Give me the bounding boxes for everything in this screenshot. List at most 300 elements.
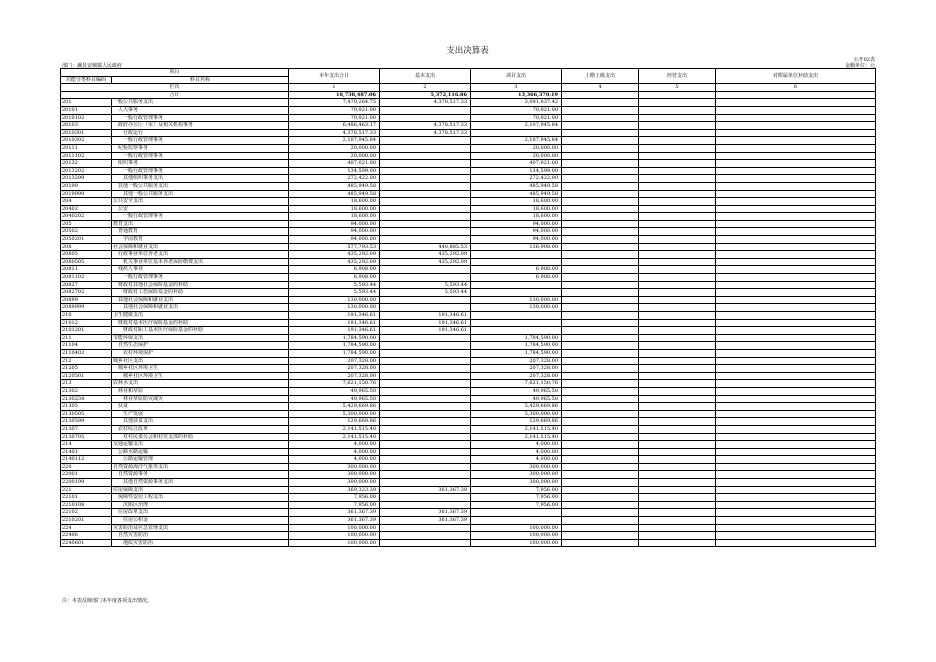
row-basic <box>380 410 471 418</box>
row-biz <box>639 289 716 297</box>
row-basic <box>380 395 471 403</box>
row-code: 20827 <box>61 281 112 289</box>
row-name: 住房保障支出 <box>112 486 289 494</box>
row-code: 2130505 <box>61 410 112 418</box>
table-row <box>61 152 876 160</box>
row-upper <box>562 410 639 418</box>
row-code: 201 <box>61 99 112 107</box>
row-code: 20101 <box>61 106 112 114</box>
table-row <box>61 129 876 137</box>
row-name: 对村民委员会和村党支部的补助 <box>112 433 289 441</box>
row-proj: 1,784,590.00 <box>471 334 562 342</box>
row-total: 5,429,669.86 <box>289 403 380 411</box>
row-code: 20199 <box>61 182 112 190</box>
row-basic <box>380 213 471 221</box>
row-biz <box>639 137 716 145</box>
row-sub <box>716 106 876 114</box>
row-code: 2210201 <box>61 517 112 525</box>
row-proj: 94,000.00 <box>471 220 562 228</box>
row-sub <box>716 494 876 502</box>
table-row <box>61 220 876 228</box>
row-basic <box>380 463 471 471</box>
row-proj: 2,141,515.40 <box>471 425 562 433</box>
row-code: 214 <box>61 441 112 449</box>
row-total: 6,908.00 <box>289 274 380 282</box>
table-row <box>61 243 876 251</box>
row-upper <box>562 319 639 327</box>
row-upper <box>562 418 639 426</box>
row-upper <box>562 175 639 183</box>
row-name: 其他组织事务支出 <box>112 175 289 183</box>
row-total: 6,486,463.17 <box>289 122 380 130</box>
row-sub <box>716 236 876 244</box>
row-code: 2110402 <box>61 349 112 357</box>
row-sub <box>716 349 876 357</box>
row-basic <box>380 160 471 168</box>
row-biz <box>639 517 716 525</box>
row-sub <box>716 425 876 433</box>
table-row <box>61 296 876 304</box>
table-row <box>61 471 876 479</box>
row-sub <box>716 372 876 380</box>
row-total: 18,600.00 <box>289 213 380 221</box>
row-proj: 136,908.00 <box>471 243 562 251</box>
row-upper <box>562 137 639 145</box>
row-total: 272,422.00 <box>289 175 380 183</box>
row-biz <box>639 365 716 373</box>
row-code: 2120501 <box>61 372 112 380</box>
total-row <box>61 91 876 99</box>
row-code: 20502 <box>61 228 112 236</box>
table-row <box>61 509 876 517</box>
row-biz <box>639 425 716 433</box>
row-proj <box>471 251 562 259</box>
row-code: 2050201 <box>61 236 112 244</box>
row-proj <box>471 289 562 297</box>
row-biz <box>639 296 716 304</box>
row-basic <box>380 479 471 487</box>
row-code: 2040202 <box>61 213 112 221</box>
row-proj: 7,621,150.76 <box>471 380 562 388</box>
row-name: 节能环保支出 <box>112 334 289 342</box>
header-total: 本年支出合计 <box>289 69 380 84</box>
row-name: 一般公共服务支出 <box>112 99 289 107</box>
row-basic <box>380 220 471 228</box>
row-proj <box>471 327 562 335</box>
table-row <box>61 395 876 403</box>
row-basic <box>380 387 471 395</box>
table-row <box>61 517 876 525</box>
row-basic: 361,367.39 <box>380 517 471 525</box>
row-sub <box>716 357 876 365</box>
row-upper <box>562 463 639 471</box>
table-row <box>61 494 876 502</box>
row-total: 6,908.00 <box>289 266 380 274</box>
row-name: 卫生健康支出 <box>112 312 289 320</box>
row-name: 一般行政管理事务 <box>112 152 289 160</box>
row-total: 4,000.00 <box>289 456 380 464</box>
row-code: 2019999 <box>61 190 112 198</box>
total-label: 合计 <box>61 91 289 99</box>
row-basic <box>380 342 471 350</box>
table-row <box>61 137 876 145</box>
row-name: 行政运行 <box>112 129 289 137</box>
row-upper <box>562 114 639 122</box>
header-sub: 对附属单位补助支出 <box>716 69 876 84</box>
row-upper <box>562 182 639 190</box>
row-biz <box>639 106 716 114</box>
row-total: 49,965.50 <box>289 387 380 395</box>
row-sub <box>716 486 876 494</box>
row-sub <box>716 160 876 168</box>
row-name: 一般行政管理事务 <box>112 114 289 122</box>
table-row <box>61 106 876 114</box>
table-row <box>61 213 876 221</box>
row-upper <box>562 365 639 373</box>
row-upper <box>562 258 639 266</box>
row-biz <box>639 395 716 403</box>
row-total: 2,141,515.40 <box>289 433 380 441</box>
row-proj: 407,021.00 <box>471 160 562 168</box>
row-proj: 300,000.00 <box>471 479 562 487</box>
colnum-1: 1 <box>289 84 380 92</box>
table-row <box>61 99 876 107</box>
row-biz <box>639 410 716 418</box>
row-name: 城乡社区支出 <box>112 357 289 365</box>
row-sub <box>716 456 876 464</box>
table-row <box>61 258 876 266</box>
proj-amount: 13,366,370.19 <box>471 91 562 99</box>
row-upper <box>562 220 639 228</box>
row-biz <box>639 319 716 327</box>
row-proj: 20,000.00 <box>471 144 562 152</box>
row-biz <box>639 509 716 517</box>
header-colno: 栏次 <box>61 84 289 92</box>
row-total: 4,000.00 <box>289 448 380 456</box>
row-biz <box>639 334 716 342</box>
row-sub <box>716 418 876 426</box>
row-name: 其他一般公共服务支出 <box>112 182 289 190</box>
table-row <box>61 198 876 206</box>
row-proj: 4,000.00 <box>471 456 562 464</box>
row-name: 扶贫 <box>112 403 289 411</box>
row-code: 2013299 <box>61 175 112 183</box>
row-total: 435,292.09 <box>289 251 380 259</box>
row-name: 公共安全支出 <box>112 198 289 206</box>
row-upper <box>562 236 639 244</box>
row-upper <box>562 129 639 137</box>
row-total: 369,323.39 <box>289 486 380 494</box>
row-name: 机关事业单位基本养老保险缴费支出 <box>112 258 289 266</box>
row-total: 2,141,515.40 <box>289 425 380 433</box>
row-biz <box>639 228 716 236</box>
row-biz <box>639 251 716 259</box>
row-proj: 7,956.00 <box>471 501 562 509</box>
row-sub <box>716 137 876 145</box>
row-sub <box>716 122 876 130</box>
row-sub <box>716 441 876 449</box>
row-sub <box>716 99 876 107</box>
row-total: 207,328.00 <box>289 365 380 373</box>
row-sub <box>716 471 876 479</box>
table-row <box>61 334 876 342</box>
row-proj: 6,908.00 <box>471 274 562 282</box>
row-proj: 4,000.00 <box>471 441 562 449</box>
row-sub <box>716 114 876 122</box>
row-basic <box>380 433 471 441</box>
row-total: 134,599.00 <box>289 167 380 175</box>
row-basic <box>380 167 471 175</box>
row-total: 7,956.00 <box>289 501 380 509</box>
row-name: 农林水支出 <box>112 380 289 388</box>
row-upper <box>562 228 639 236</box>
row-sub <box>716 501 876 509</box>
row-basic <box>380 144 471 152</box>
table-row <box>61 387 876 395</box>
row-name: 交通运输支出 <box>112 441 289 449</box>
table-row <box>61 182 876 190</box>
row-basic: 4,378,517.33 <box>380 129 471 137</box>
row-sub <box>716 144 876 152</box>
row-upper <box>562 213 639 221</box>
table-row <box>61 175 876 183</box>
row-proj: 100,000.00 <box>471 532 562 540</box>
row-proj <box>471 319 562 327</box>
row-basic <box>380 205 471 213</box>
row-proj: 94,000.00 <box>471 228 562 236</box>
row-basic <box>380 274 471 282</box>
row-proj <box>471 509 562 517</box>
row-name: 农村综合改革 <box>112 425 289 433</box>
row-biz <box>639 220 716 228</box>
row-name: 其他自然资源事务支出 <box>112 479 289 487</box>
table-note: 注：本表反映部门本年度各项支出情况。 <box>62 598 153 604</box>
table-row <box>61 228 876 236</box>
row-name: 学前教育 <box>112 236 289 244</box>
row-biz <box>639 501 716 509</box>
header-basic: 基本支出 <box>380 69 471 84</box>
table-row <box>61 365 876 373</box>
row-proj: 2,141,515.40 <box>471 433 562 441</box>
table-row <box>61 190 876 198</box>
table-row <box>61 372 876 380</box>
row-biz <box>639 494 716 502</box>
row-code: 208 <box>61 243 112 251</box>
table-row <box>61 441 876 449</box>
row-name: 教育支出 <box>112 220 289 228</box>
row-sub <box>716 509 876 517</box>
row-code: 2010301 <box>61 129 112 137</box>
row-code: 205 <box>61 220 112 228</box>
row-total: 435,292.09 <box>289 258 380 266</box>
row-sub <box>716 448 876 456</box>
row-code: 22406 <box>61 532 112 540</box>
row-proj: 7,956.00 <box>471 486 562 494</box>
row-upper <box>562 289 639 297</box>
header-name: 科目名称 <box>112 76 289 84</box>
row-basic <box>380 365 471 373</box>
row-sub <box>716 274 876 282</box>
row-proj <box>471 258 562 266</box>
row-code: 213 <box>61 380 112 388</box>
row-code: 2200199 <box>61 479 112 487</box>
row-sub <box>716 205 876 213</box>
table-row <box>61 312 876 320</box>
row-biz <box>639 403 716 411</box>
table-row <box>61 281 876 289</box>
row-code: 20805 <box>61 251 112 259</box>
row-biz <box>639 380 716 388</box>
row-name: 灾害防治及应急管理支出 <box>112 524 289 532</box>
row-code: 2101201 <box>61 327 112 335</box>
row-sub <box>716 304 876 312</box>
table-row <box>61 236 876 244</box>
row-upper <box>562 448 639 456</box>
row-biz <box>639 456 716 464</box>
row-sub <box>716 403 876 411</box>
row-biz <box>639 175 716 183</box>
row-upper <box>562 342 639 350</box>
table-row <box>61 532 876 540</box>
row-total: 207,328.00 <box>289 372 380 380</box>
row-name: 纪检监察事务 <box>112 144 289 152</box>
row-total: 485,949.58 <box>289 190 380 198</box>
row-total: 300,000.00 <box>289 479 380 487</box>
row-basic <box>380 106 471 114</box>
row-sub <box>716 220 876 228</box>
row-basic: 361,367.39 <box>380 486 471 494</box>
row-upper <box>562 99 639 107</box>
row-sub <box>716 251 876 259</box>
row-upper <box>562 372 639 380</box>
row-proj: 18,600.00 <box>471 213 562 221</box>
row-biz <box>639 304 716 312</box>
row-code: 2210108 <box>61 501 112 509</box>
row-name: 一般行政管理事务 <box>112 167 289 175</box>
basic-amount: 5,372,116.86 <box>380 91 471 99</box>
row-total: 100,000.00 <box>289 539 380 547</box>
row-name: 一般行政管理事务 <box>112 274 289 282</box>
row-proj: 5,300,000.00 <box>471 410 562 418</box>
row-sub <box>716 532 876 540</box>
row-basic <box>380 418 471 426</box>
row-code: 21012 <box>61 319 112 327</box>
row-proj: 134,599.00 <box>471 167 562 175</box>
row-sub <box>716 198 876 206</box>
row-code: 2140112 <box>61 456 112 464</box>
row-code: 204 <box>61 198 112 206</box>
row-upper <box>562 144 639 152</box>
row-sub <box>716 517 876 525</box>
row-name: 一般行政管理事务 <box>112 213 289 221</box>
row-basic <box>380 456 471 464</box>
row-total: 577,793.53 <box>289 243 380 251</box>
colnum-6: 6 <box>716 84 876 92</box>
row-biz <box>639 243 716 251</box>
row-sub <box>716 342 876 350</box>
row-upper <box>562 296 639 304</box>
row-basic <box>380 357 471 365</box>
row-name: 公路运输管理 <box>112 456 289 464</box>
row-total: 70,921.00 <box>289 114 380 122</box>
row-biz <box>639 258 716 266</box>
table-row <box>61 463 876 471</box>
row-name: 其他社会保障和就业支出 <box>112 304 289 312</box>
row-upper <box>562 501 639 509</box>
row-basic <box>380 137 471 145</box>
row-basic <box>380 304 471 312</box>
header-upper: 上缴上级支出 <box>562 69 639 84</box>
row-sub <box>716 258 876 266</box>
row-total: 485,949.58 <box>289 182 380 190</box>
row-name: 行政事业单位养老支出 <box>112 251 289 259</box>
row-upper <box>562 190 639 198</box>
row-name: 住房公积金 <box>112 517 289 525</box>
row-name: 残疾人事业 <box>112 266 289 274</box>
row-biz <box>639 167 716 175</box>
row-code: 2130705 <box>61 433 112 441</box>
row-proj <box>471 129 562 137</box>
row-biz <box>639 182 716 190</box>
row-proj: 272,422.00 <box>471 175 562 183</box>
row-proj: 7,956.00 <box>471 494 562 502</box>
row-sub <box>716 182 876 190</box>
row-upper <box>562 517 639 525</box>
table-row <box>61 349 876 357</box>
row-sub <box>716 190 876 198</box>
row-code: 21205 <box>61 365 112 373</box>
row-basic <box>380 266 471 274</box>
row-sub <box>716 243 876 251</box>
row-total: 70,921.00 <box>289 106 380 114</box>
row-total: 361,367.39 <box>289 509 380 517</box>
row-biz <box>639 441 716 449</box>
row-upper <box>562 441 639 449</box>
row-proj: 94,000.00 <box>471 236 562 244</box>
row-basic <box>380 448 471 456</box>
row-name: 自然灾害防治 <box>112 532 289 540</box>
row-upper <box>562 281 639 289</box>
table-row <box>61 479 876 487</box>
row-total: 94,000.00 <box>289 220 380 228</box>
header-code: 功能分类科目编码 <box>61 76 112 84</box>
row-proj: 5,429,669.86 <box>471 403 562 411</box>
row-upper <box>562 539 639 547</box>
row-upper <box>562 312 639 320</box>
row-total: 1,784,590.00 <box>289 349 380 357</box>
row-biz <box>639 236 716 244</box>
colnum-5: 5 <box>639 84 716 92</box>
row-basic <box>380 182 471 190</box>
row-biz <box>639 122 716 130</box>
row-code: 22001 <box>61 471 112 479</box>
row-upper <box>562 403 639 411</box>
row-code: 22102 <box>61 509 112 517</box>
row-basic <box>380 296 471 304</box>
row-code: 210 <box>61 312 112 320</box>
row-basic <box>380 152 471 160</box>
table-row <box>61 357 876 365</box>
row-biz <box>639 463 716 471</box>
table-row <box>61 266 876 274</box>
row-upper <box>562 433 639 441</box>
row-name: 自然生态保护 <box>112 342 289 350</box>
row-name: 保障性安居工程支出 <box>112 494 289 502</box>
row-code: 22101 <box>61 494 112 502</box>
row-code: 2010302 <box>61 137 112 145</box>
row-basic: 4,378,517.33 <box>380 122 471 130</box>
row-total: 191,346.61 <box>289 319 380 327</box>
